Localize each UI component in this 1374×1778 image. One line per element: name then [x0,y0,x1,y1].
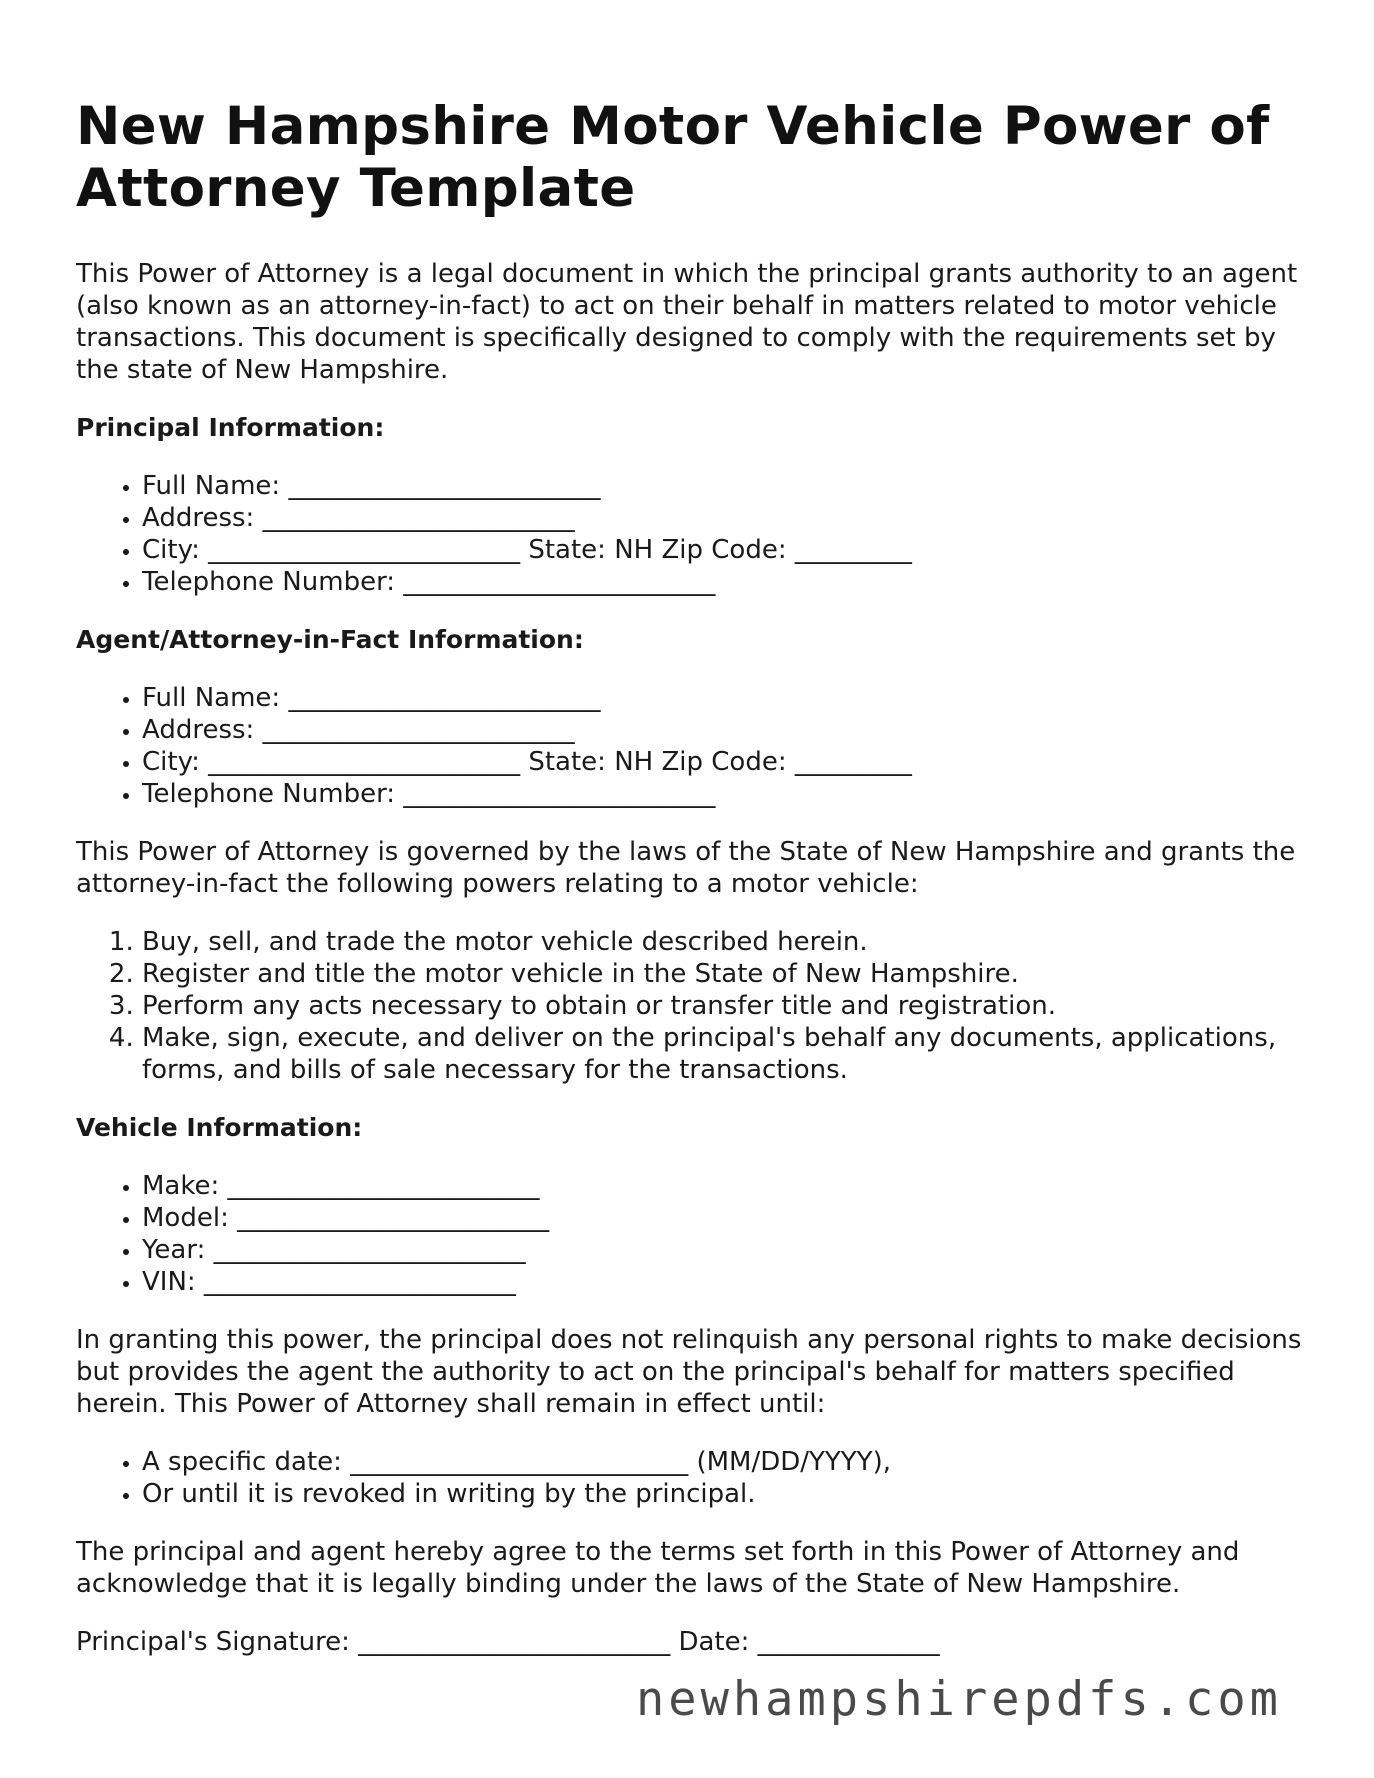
duration-list [76,1446,1306,1510]
document-title: New Hampshire Motor Vehicle Power of Attorney Template [76,96,1270,219]
vehicle-vin: • VIN: ________________________ [142,1266,1306,1298]
power-item: 1. Buy, sell, and trade the motor vehicle described herein. [142,926,1306,958]
duration-revocation: • Or until it is revoked in writing by the principal. [142,1478,1306,1510]
power-item: 4. Make, sign, execute, and deliver on the principal's behalf any documents, applications, forms, and bills of sale necessary for the transactions. [142,1022,1306,1086]
agent-address: • Address: ________________________ [142,714,1306,746]
document-page [76,96,1306,1658]
vehicle-make: • Make: ________________________ [142,1170,1306,1202]
watermark-text: newhampshirepdfs.com [636,1672,1282,1727]
vehicle-info-list [76,1170,1306,1298]
agent-heading: Agent/Attorney-in-Fact Information: [76,625,584,654]
principal-city-state-zip: • City: ________________________ State: NH Zip Code: _________ [142,534,1306,566]
vehicle-model: • Model: ________________________ [142,1202,1306,1234]
duration-specific-date: • A specific date: __________________________ (MM/DD/YYYY), [142,1446,1306,1478]
agent-telephone: • Telephone Number: ________________________ [142,778,1306,810]
principal-heading: Principal Information: [76,413,385,442]
vehicle-heading: Vehicle Information: [76,1113,363,1142]
duration-paragraph: In granting this power, the principal does not relinquish any personal rights to make decisions but provides the agent the authority to act on the principal's behalf for matters specified herein. This Power of Attorney shall remain in effect until: [76,1325,1302,1419]
principal-full-name: • Full Name: ________________________ [142,470,1306,502]
principal-address: • Address: ________________________ [142,502,1306,534]
principal-signature-line: Principal's Signature: ________________________ Date: ______________ [76,1627,940,1657]
agent-city-state-zip: • City: ________________________ State: NH Zip Code: _________ [142,746,1306,778]
powers-list [76,926,1306,1086]
power-item: 2. Register and title the motor vehicle in the State of New Hampshire. [142,958,1306,990]
agent-full-name: • Full Name: ________________________ [142,682,1306,714]
principal-info-list [76,470,1306,598]
principal-telephone: • Telephone Number: ________________________ [142,566,1306,598]
intro-paragraph: This Power of Attorney is a legal document in which the principal grants authority to an agent (also known as an attorney-in-fact) to act on their behalf in matters related to motor vehicle transactions. This document is specifically designed to comply with the requirements set by the state of New Hampshire. [76,259,1298,385]
vehicle-year: • Year: ________________________ [142,1234,1306,1266]
power-item: 3. Perform any acts necessary to obtain or transfer title and registration. [142,990,1306,1022]
agent-info-list [76,682,1306,810]
agreement-paragraph: The principal and agent hereby agree to the terms set forth in this Power of Attorney and acknowledge that it is legally binding under the laws of the State of New Hampshire. [76,1537,1240,1599]
powers-intro-paragraph: This Power of Attorney is governed by the laws of the State of New Hampshire and grants the attorney-in-fact the following powers relating to a motor vehicle: [76,837,1296,899]
